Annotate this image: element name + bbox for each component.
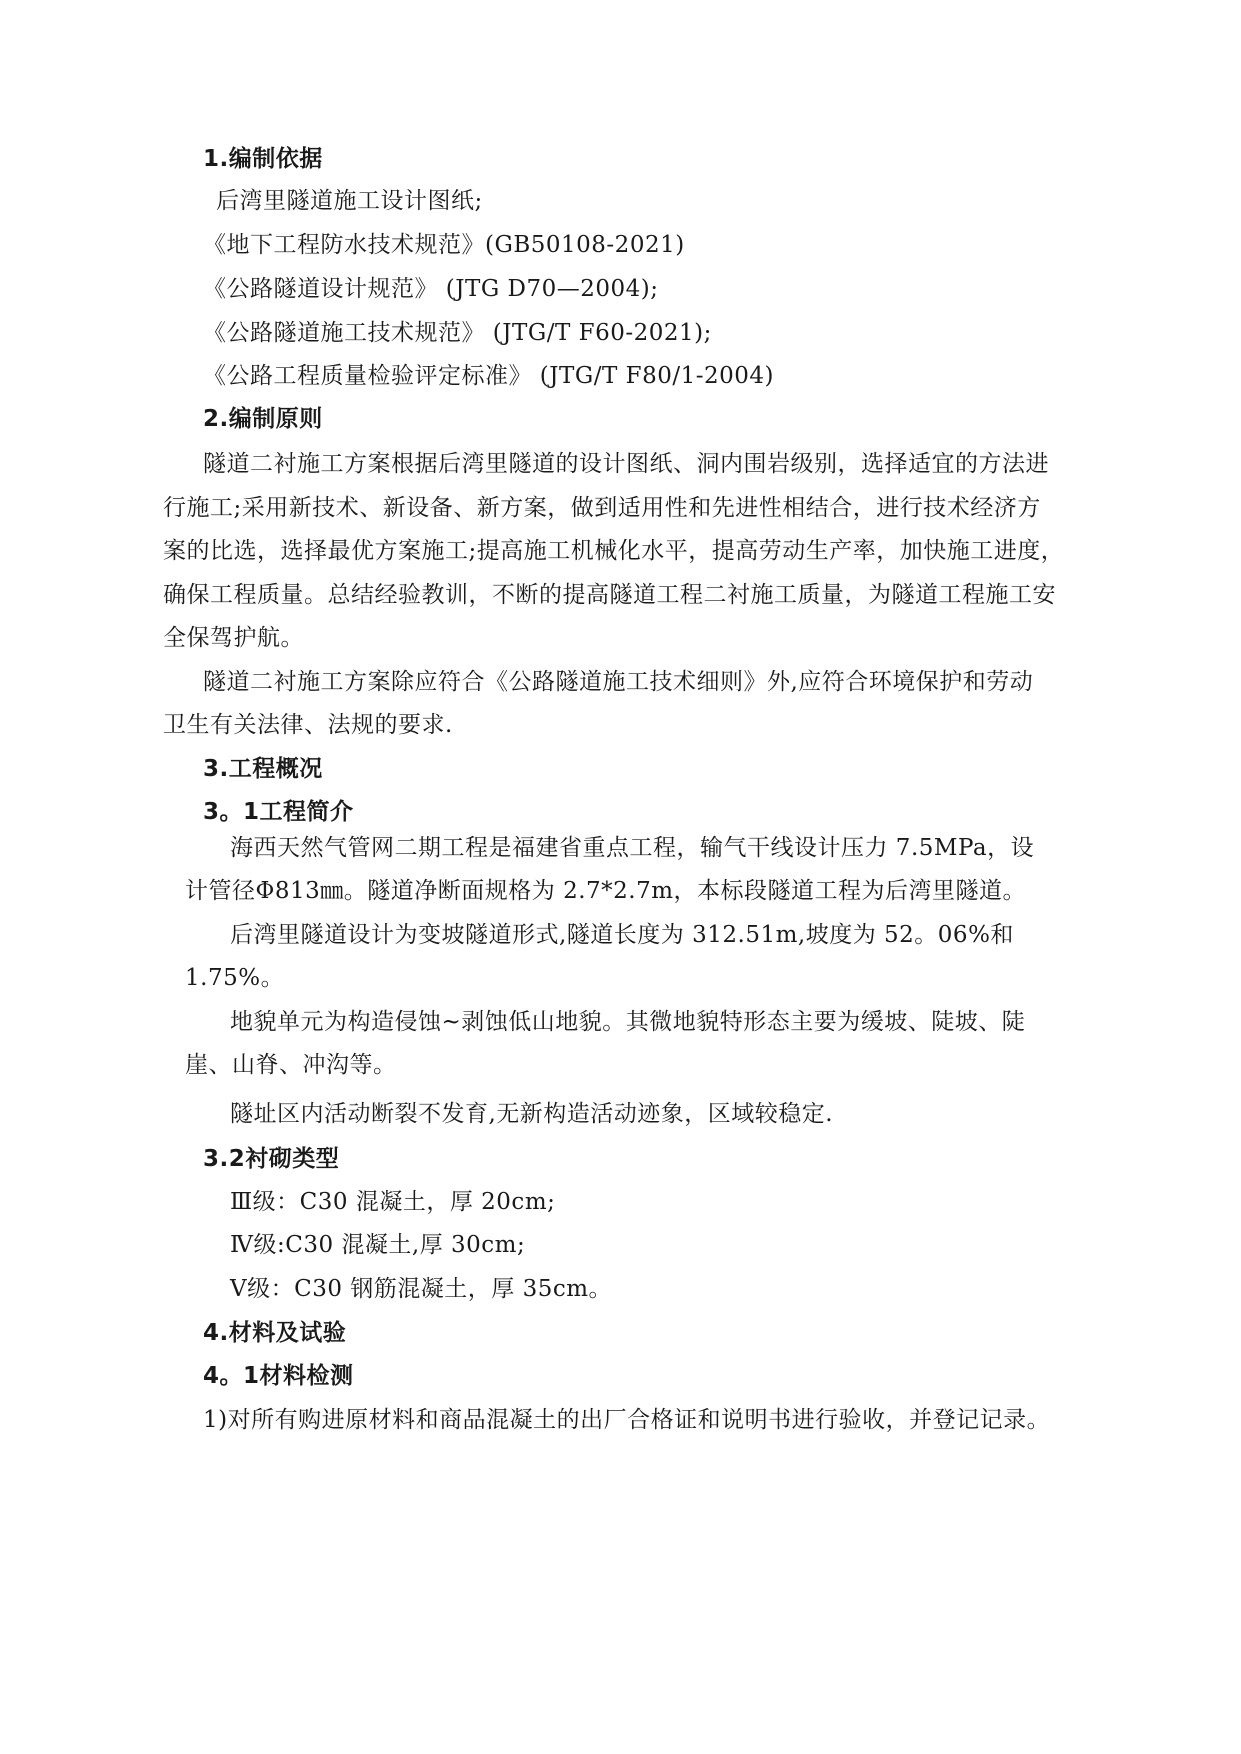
list-item: 1)对所有购进原材料和商品混凝土的出厂合格证和说明书进行验收，并登记记录。: [203, 1407, 1051, 1433]
reference-item: 后湾里隧道施工设计图纸;: [216, 188, 483, 214]
paragraph-line: 隧道二衬施工方案根据后湾里隧道的设计图纸、洞内围岩级别，选择适宜的方法进: [203, 451, 1049, 477]
reference-item: 《公路工程质量检验评定标准》 (JTG/T F80/1-2004): [203, 363, 775, 389]
paragraph-line: 地貌单元为构造侵蚀~剥蚀低山地貌。其微地貌特形态主要为缓坡、陡坡、陡: [230, 1009, 1026, 1035]
section-heading: 2.编制原则: [203, 406, 323, 432]
paragraph-line: 1.75%。: [185, 965, 285, 991]
paragraph-line: 行施工;采用新技术、新设备、新方案，做到适用性和先进性相结合，进行技术经济方: [163, 495, 1041, 521]
lining-type-item: Ⅲ级：C30 混凝土，厚 20cm;: [230, 1189, 556, 1215]
paragraph-line: 确保工程质量。总结经验教训，不断的提高隧道工程二衬施工质量，为隧道工程施工安: [163, 582, 1056, 608]
paragraph-line: 案的比选，选择最优方案施工;提高施工机械化水平，提高劳动生产率，加快施工进度，: [163, 538, 1065, 564]
paragraph-line: 后湾里隧道设计为变坡隧道形式,隧道长度为 312.51m,坡度为 52。06%和: [230, 922, 1014, 948]
section-heading: 3.工程概况: [203, 756, 323, 782]
lining-type-item: Ⅴ级：C30 钢筋混凝土，厚 35cm。: [230, 1276, 613, 1302]
paragraph-line: 卫生有关法律、法规的要求.: [163, 712, 453, 738]
paragraph-line: 全保驾护航。: [163, 625, 304, 651]
subsection-heading: 3。1工程简介: [203, 799, 354, 825]
paragraph-line: 海西天然气管网二期工程是福建省重点工程，输气干线设计压力 7.5MPa，设: [230, 835, 1035, 861]
subsection-heading: 3.2衬砌类型: [203, 1146, 340, 1172]
paragraph-line: 计管径Φ813㎜。隧道净断面规格为 2.7*2.7m，本标段隧道工程为后湾里隧道。: [185, 878, 1027, 904]
paragraph-line: 崖、山脊、冲沟等。: [185, 1052, 397, 1078]
reference-item: 《公路隧道施工技术规范》 (JTG/T F60-2021);: [203, 320, 712, 346]
reference-item: 《公路隧道设计规范》 (JTG D70—2004);: [203, 276, 659, 302]
paragraph-line: 隧址区内活动断裂不发育,无新构造活动迹象，区域较稳定.: [230, 1101, 834, 1127]
paragraph-line: 隧道二衬施工方案除应符合《公路隧道施工技术细则》外,应符合环境保护和劳动: [203, 669, 1034, 695]
subsection-heading: 4。1材料检测: [203, 1363, 354, 1389]
section-heading: 4.材料及试验: [203, 1320, 347, 1346]
reference-item: 《地下工程防水技术规范》(GB50108-2021): [203, 232, 685, 258]
lining-type-item: Ⅳ级:C30 混凝土,厚 30cm;: [230, 1232, 526, 1258]
section-heading: 1.编制依据: [203, 146, 323, 172]
